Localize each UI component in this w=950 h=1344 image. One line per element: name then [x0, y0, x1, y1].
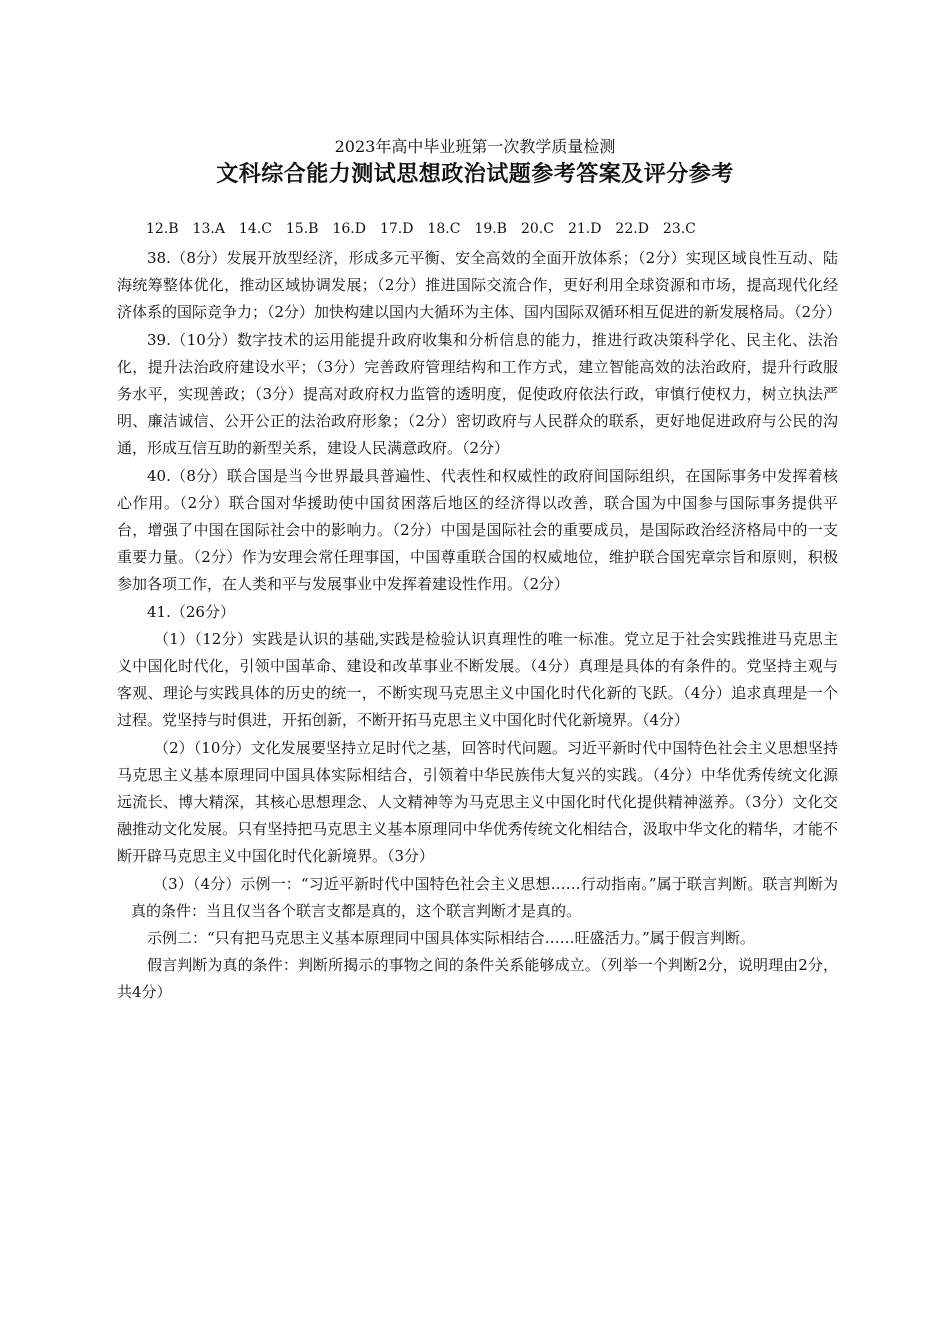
answer-q40: 40.（8分）联合国是当今世界最具普遍性、代表性和权威性的政府间国际组织，在国际事务中发挥着核心作用。（2分）联合国对华援助使中国贫困落后地区的经济得以改善，联合国为中国参与国际事务提供平台，增强了中国在国际社会中的影响力。（2分）中国是国际社会的重要成员，是国际政治经济格局中的一支重要力量。（2分）作为安理会常任理事国，中国尊重联合国的权威地位，维护联合国宪章宗旨和原则，积极参加各项工作，在人类和平与发展事业中发挥着建设性作用。（2分）	[117, 466, 838, 594]
answer-q41-part3-example1: （3）（4分）示例一：“习近平新时代中国特色社会主义思想……行动指南。”属于联言判断。联言判断为真的条件：当且仅当各个联言支都是真的，这个联言判断才是真的。	[131, 874, 838, 920]
page-title: 文科综合能力测试思想政治试题参考答案及评分参考	[216, 162, 734, 187]
answer-q41-part3-condition: 假言判断为真的条件：判断所揭示的事物之间的条件关系能够成立。（列举一个判断2分，说明理由2分，共4分）	[117, 956, 838, 1002]
answer-q39: 39.（10分）数字技术的运用能提升政府收集和分析信息的能力，推进行政决策科学化、民主化、法治化，提升法治政府建设水平；（3分）完善政府管理结构和工作方式，建立智能高效的法治政府，提升行政服务水平，实现善政；（3分）提高对政府权力监管的透明度，促使政府依法行政，审慎行使权力，树立执法严明、廉洁诚信、公开公正的法治政府形象；（2分）密切政府与人民群众的联系，更好地促进政府与公民的沟通，形成互信互助的新型关系，建设人民满意政府。（2分）	[117, 330, 838, 458]
choice-answers-line: 12.B 13.A 14.C 15.B 16.D 17.D 18.C 19.B 20.C 21.D 22.D 23.C	[146, 221, 696, 237]
answer-q41-heading: 41.（26分）	[147, 602, 235, 621]
answer-q41-part2: （2）（10分）文化发展要坚持立足时代之基，回答时代问题。习近平新时代中国特色社会主义思想坚持马克思主义基本原理同中国具体实际相结合，引领着中华民族伟大复兴的实践。（4分）中华优秀传统文化源远流长、博大精深，其核心思想理念、人文精神等为马克思主义中国化时代化提供精神滋养。（3分）文化交融推动文化发展。只有坚持把马克思主义基本原理同中华优秀传统文化相结合，汲取中华文化的精华，才能不断开辟马克思主义中国化时代化新境界。（3分）	[117, 738, 838, 866]
answer-q38: 38.（8分）发展开放型经济，形成多元平衡、安全高效的全面开放体系；（2分）实现区域良性互动、陆海统筹整体优化，推动区域协调发展；（2分）推进国际交流合作，更好利用全球资源和市场，提高现代化经济体系的国际竞争力；（2分）加快构建以国内大循环为主体、国内国际双循环相互促进的新发展格局。（2分）	[117, 249, 842, 322]
answer-body	[117, 245, 842, 1007]
exam-subtitle: 2023年高中毕业班第一次教学质量检测	[334, 137, 616, 156]
answer-q41-part3-example2: 示例二：“只有把马克思主义基本原理同中国具体实际相结合……旺盛活力。”属于假言判断。	[147, 929, 755, 948]
answer-q41-part1: （1）（12分）实践是认识的基础,实践是检验认识真理性的唯一标准。党立足于社会实践推进马克思主义中国化时代化，引领中国革命、建设和改革事业不断发展。（4分）真理是具体的有条件的。党坚持主观与客观、理论与实践具体的历史的统一，不断实现马克思主义中国化时代化新的飞跃。（4分）追求真理是一个过程。党坚持与时俱进，开拓创新，不断开拓马克思主义中国化时代化新境界。（4分）	[117, 629, 838, 730]
